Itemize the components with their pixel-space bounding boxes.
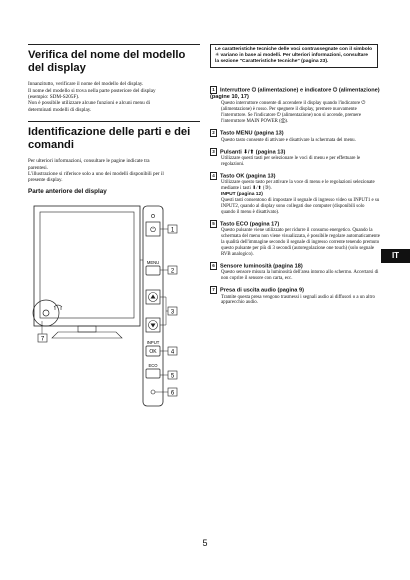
section2-body bbox=[28, 158, 200, 183]
section1-line: Non è possibile utilizzare alcune funzioni e alcuni menu di bbox=[28, 100, 151, 107]
power-icon: ⏻ bbox=[150, 227, 156, 234]
audio-jack-zoom bbox=[33, 300, 59, 326]
item-title-text: Tasto ECO (pagina 17) bbox=[220, 221, 280, 228]
item-number: 6 bbox=[210, 262, 217, 270]
item-title bbox=[210, 148, 380, 156]
section1-line: determinati modelli di display. bbox=[28, 106, 92, 113]
monitor-neck bbox=[78, 326, 96, 332]
item-title-text: Presa di uscita audio (pagina 9) bbox=[220, 287, 304, 294]
item-number: 7 bbox=[210, 286, 217, 294]
parts-list bbox=[210, 86, 380, 310]
left-column bbox=[28, 44, 200, 198]
item-title bbox=[210, 86, 380, 101]
list-item bbox=[210, 129, 380, 143]
section2-title: Identificazione delle parti e dei comandi bbox=[28, 125, 191, 152]
section2-line: Per ulteriori informazioni, consultare le pagine indicate tra bbox=[28, 158, 150, 165]
leader-line bbox=[160, 297, 168, 325]
input-label: INPUT bbox=[146, 340, 160, 345]
item-title-text: Tasto MENU (pagina 13) bbox=[220, 130, 284, 137]
monitor-outline bbox=[34, 206, 140, 326]
specs-note-box: Le caratteristiche tecniche delle voci contrassegnate con il simbolo ✳ variano in base ai modelli. Per ulteriori informazioni, consultare la sezione "Caratteristiche tecniche" (pagina 23). bbox=[210, 44, 378, 68]
callout-3-label: 3 bbox=[170, 309, 175, 316]
monitor-base bbox=[52, 332, 122, 338]
ok-label: OK bbox=[149, 349, 157, 355]
item-title bbox=[210, 172, 380, 180]
callout-4-label: 4 bbox=[170, 349, 175, 356]
list-item bbox=[210, 86, 380, 125]
item-title bbox=[210, 129, 380, 137]
callout-7-label: 7 bbox=[40, 336, 45, 343]
down-arrow-icon bbox=[151, 324, 156, 328]
section1-line: (esempio: SDM-S205F). bbox=[28, 94, 80, 100]
item-number: 2 bbox=[210, 129, 217, 137]
item-description: Questo tasto consente di attivare e disattivare la schermata del menu. bbox=[221, 137, 356, 143]
item-description: Utilizzare questi tasti per selezionare le voci di menu e per effettuare le regolazioni. bbox=[221, 155, 361, 167]
diagram-heading: Parte anteriore del display bbox=[28, 188, 107, 196]
list-item bbox=[210, 148, 380, 168]
list-item bbox=[210, 262, 380, 282]
eco-label: ECO bbox=[148, 363, 158, 368]
item-description: Utilizzare questo tasto per attivare la voce di menu e le regolazioni selezionate mediante i tasti ⬇/⬆ (③). bbox=[221, 180, 375, 192]
item-title-text: Sensore luminosità (pagina 18) bbox=[220, 263, 303, 270]
item-number: 5 bbox=[210, 220, 217, 228]
brightness-sensor bbox=[151, 390, 155, 394]
page-number: 5 bbox=[202, 538, 208, 548]
callout-5-label: 5 bbox=[170, 373, 175, 380]
eco-button bbox=[146, 369, 160, 378]
power-indicator bbox=[151, 214, 154, 217]
list-item bbox=[210, 286, 380, 306]
item-title bbox=[210, 262, 380, 270]
item-description: Questo sensore misura la luminosità dell'area intorno allo schermo. Accertarsi di non coprire il sensore con carta, ecc. bbox=[221, 270, 379, 282]
section2-line: parentesi. bbox=[28, 164, 49, 171]
section1-line: Innanzitutto, verificare il nome del modello del display. bbox=[28, 81, 144, 88]
item-title bbox=[210, 286, 380, 294]
up-arrow-icon bbox=[151, 295, 156, 299]
item-description: Questo pulsante viene utilizzato per ridurre il consumo energetico. Quando la schermata del menu non viene visualizzata, è possibile regolare automaticamente la qualità dell'immagine secondo il segnale di ingresso corrente tenendo premuto questo pulsante per più di 3 secondi (autoregolazione one touch) (solo segnale RVB analogico). bbox=[221, 228, 380, 257]
item-title-text: Interruttore ⏻ (alimentazione) e indicatore ⏻ (alimentazione) (pagine 10, 17) bbox=[210, 87, 380, 101]
menu-label: MENU bbox=[146, 260, 160, 265]
callout-2-label: 2 bbox=[170, 268, 175, 275]
section1-body bbox=[28, 81, 200, 112]
section-rule bbox=[28, 121, 200, 122]
list-item bbox=[210, 172, 380, 216]
item-number: 1 bbox=[210, 86, 217, 94]
item-description: Questo interruttore consente di accendere il display quando l'indicatore ⏻ (alimentazione) è rosso. Per spegnere il display, premere nuovamente l'interruttore. Se l'indicatore ⏻ (alimentazione) non si accende, premere l'interruttore MAIN POWER (⑧). bbox=[221, 101, 366, 125]
section1-title: Verifica del nome del modello del display bbox=[28, 49, 186, 75]
front-panel-diagram bbox=[28, 200, 208, 445]
monitor-screen bbox=[40, 212, 134, 318]
callout-6-label: 6 bbox=[170, 390, 175, 397]
section2-line: presente display. bbox=[28, 177, 63, 184]
callout-1-label: 1 bbox=[170, 227, 175, 234]
item-title bbox=[210, 220, 380, 228]
section-rule bbox=[28, 44, 200, 45]
section1-line: Il nome del modello si trova nella parte posteriore del display bbox=[28, 87, 156, 94]
item-title-text: Pulsanti ⬇/⬆ (pagina 13) bbox=[220, 148, 286, 155]
language-tab: IT bbox=[381, 249, 410, 263]
section2-line: L'illustrazione si riferisce solo a uno dei modelli disponibili per il bbox=[28, 170, 164, 177]
item-subtitle: INPUT (pagina 12) bbox=[221, 192, 263, 198]
list-item bbox=[210, 220, 380, 258]
item-title-text: Tasto OK (pagina 13) bbox=[220, 173, 276, 180]
menu-button bbox=[146, 266, 160, 275]
item-description: Tramite questa presa vengono trasmessi i segnali audio ai diffusori o a un altro apparecchio audio. bbox=[221, 294, 375, 306]
item-number: 3 bbox=[210, 148, 217, 156]
item-subdescription: Questi tasti consentono di impostare il segnale di ingresso video su INPUT1 e su INPUT2, quando al display sono collegati due computer (disponibili solo quando il menu è disattivato). bbox=[221, 198, 380, 215]
headphone-jack-icon bbox=[43, 310, 49, 316]
item-number: 4 bbox=[210, 172, 217, 180]
